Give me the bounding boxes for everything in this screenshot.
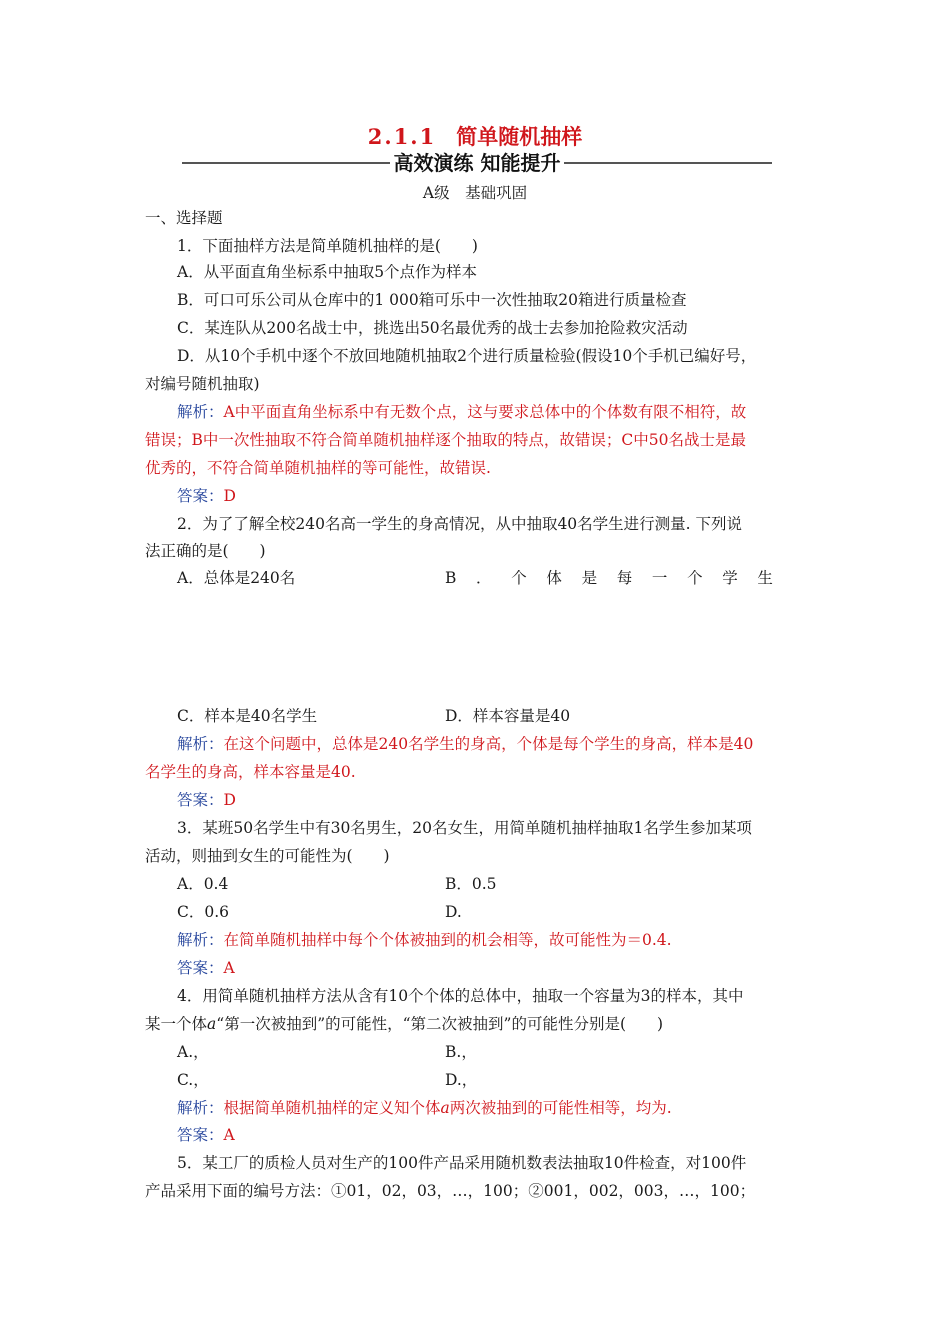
banner-text: 高效演练 知能提升: [390, 151, 565, 175]
q2-analysis-line1: 在这个问题中，总体是240名学生的身高，个体是每个学生的身高，样本是40: [223, 735, 754, 753]
q2-answer-label: 答案：: [177, 791, 224, 809]
q2-option-b-char: ．: [476, 569, 492, 587]
q1-option-c: C．某连队从200名战士中，挑选出50名最优秀的战士去参加抢险救灾活动: [177, 319, 688, 337]
section-banner: [182, 150, 772, 178]
q4-option-a: A.，: [177, 1043, 209, 1061]
q1-analysis-line3: 优秀的，不符合简单随机抽样的等可能性，故错误.: [145, 459, 491, 477]
q2-stem-line1: 2．为了了解全校240名高一学生的身高情况，从中抽取40名学生进行测量. 下列说: [177, 515, 743, 533]
q2-analysis-line2: 名学生的身高，样本容量是40.: [145, 763, 356, 781]
q1-analysis-line1: A中平面直角坐标系中有无数个点，这与要求总体中的个体数有限不相符，故: [223, 403, 747, 421]
q1-option-b: B．可口可乐公司从仓库中的1 000箱可乐中一次性抽取20箱进行质量检查: [177, 291, 687, 309]
q2-option-b-char: 是: [581, 569, 598, 587]
q4-option-b: B.，: [445, 1043, 477, 1061]
q1-answer-label: 答案：: [177, 487, 224, 505]
q3-analysis-label: 解析：: [177, 931, 224, 949]
q4-analysis-text: 根据简单随机抽样的定义知个体: [223, 1099, 441, 1117]
q2-option-b-char: 个: [687, 569, 703, 587]
q3-analysis-line1: 在简单随机抽样中每个个体被抽到的机会相等，故可能性为＝0.4.: [223, 931, 672, 949]
q2-option-b-char: 每: [616, 569, 633, 587]
title-text: 简单随机抽样: [456, 124, 583, 149]
q3-stem-line1: 3．某班50名学生中有30名男生，20名女生，用简单随机抽样抽取1名学生参加某项: [177, 819, 752, 837]
q1-option-d-line1: D．从10个手机中逐个不放回地随机抽取2个进行质量检验(假设10个手机已编好号，: [177, 347, 757, 365]
q2-option-b-char: 个: [511, 569, 527, 587]
q1-option-a: A．从平面直角坐标系中抽取5个点作为样本: [177, 263, 478, 281]
q2-answer: D: [223, 791, 236, 809]
q5-stem-line2: 产品采用下面的编号方法：①01，02，03，…，100；②001，002，003，…，100；: [145, 1182, 756, 1200]
q2-option-b-char: 生: [757, 569, 773, 587]
q4-answer: A: [223, 1126, 235, 1144]
q1-analysis-label: 解析：: [177, 403, 224, 421]
q2-option-b: [445, 568, 773, 588]
q2-option-a: A．总体是240名: [177, 569, 296, 587]
q3-option-b: B．0.5: [445, 875, 497, 893]
q2-option-b-char: B: [445, 569, 457, 587]
q4-option-d: D.，: [445, 1071, 478, 1089]
q4-stem-line2: [145, 1014, 663, 1034]
q3-answer-label: 答案：: [177, 959, 224, 977]
level-heading: A级 基础巩固: [422, 184, 528, 202]
q2-analysis-label: 解析：: [177, 735, 224, 753]
q4-answer-label: 答案：: [177, 1126, 224, 1144]
q2-option-d: D．样本容量是40: [445, 707, 571, 725]
q4-option-c: C.，: [177, 1071, 209, 1089]
q5-stem-line1: 5．某工厂的质检人员对生产的100件产品采用随机数表法抽取10件检查，对100件: [177, 1154, 747, 1172]
q2-option-c: C．样本是40名学生: [177, 707, 318, 725]
q3-stem-line2: 活动，则抽到女生的可能性为( ): [145, 847, 390, 865]
q3-option-d: D.: [445, 903, 462, 921]
q2-option-b-char: 体: [546, 569, 562, 587]
q1-answer: D: [223, 487, 236, 505]
q4-analysis-label: 解析：: [177, 1099, 224, 1117]
q3-answer: A: [223, 959, 235, 977]
q4-variable-a: a: [207, 1015, 217, 1033]
q4-stem-text: “第一次被抽到”的可能性，“第二次被抽到”的可能性分别是( ): [216, 1015, 664, 1033]
section-heading: 一、选择题: [145, 209, 223, 227]
q1-option-d-line2: 对编号随机抽取): [145, 375, 260, 393]
q4-stem-text: 某一个体: [145, 1015, 208, 1033]
q3-option-c: C．0.6: [177, 903, 230, 921]
page-title: [0, 124, 950, 150]
q4-analysis-variable-a: a: [440, 1099, 450, 1117]
title-number: 2.1.1: [367, 124, 437, 149]
q2-stem-line2: 法正确的是( ): [145, 542, 266, 560]
q2-option-b-char: 学: [722, 569, 738, 587]
q3-option-a: A．0.4: [177, 875, 229, 893]
q4-stem-line1: 4．用简单随机抽样方法从含有10个个体的总体中，抽取一个容量为3的样本，其中: [177, 987, 744, 1005]
q4-analysis-text: 两次被抽到的可能性相等，均为.: [449, 1099, 672, 1117]
q1-analysis-line2: 错误；B中一次性抽取不符合简单随机抽样逐个抽取的特点，故错误；C中50名战士是最: [145, 431, 746, 449]
q2-option-b-char: 一: [651, 569, 668, 587]
q1-stem: 1．下面抽样方法是简单随机抽样的是( ): [177, 237, 478, 255]
